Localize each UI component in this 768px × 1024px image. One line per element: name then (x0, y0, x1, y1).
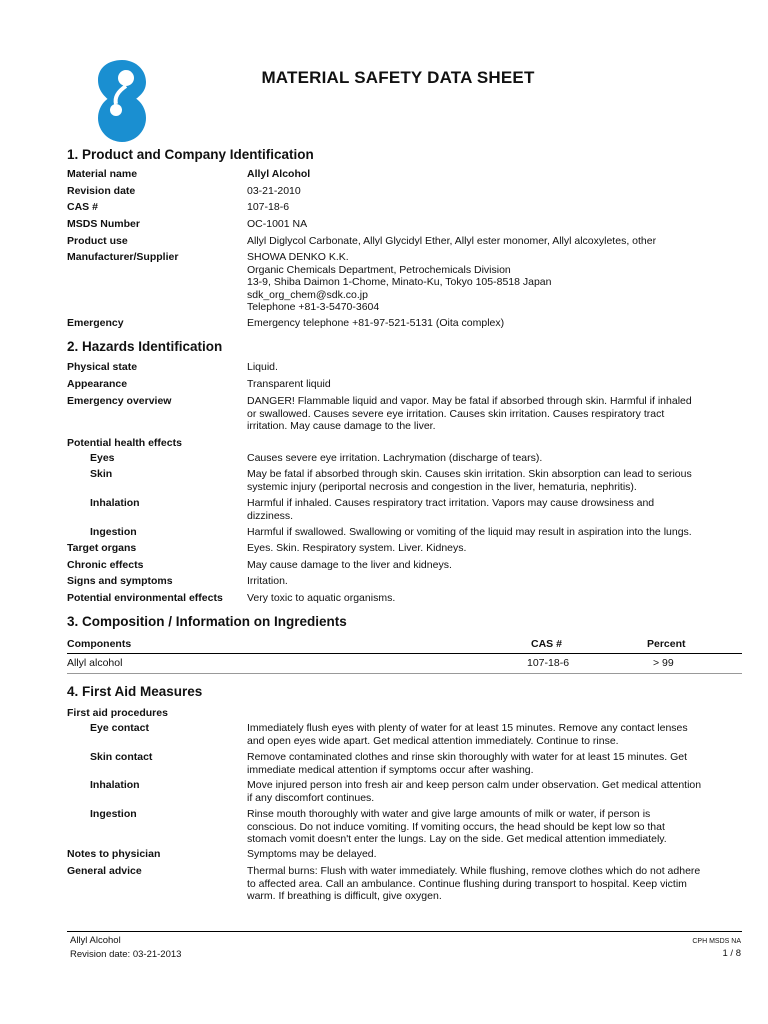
document-title: MATERIAL SAFETY DATA SHEET (261, 68, 535, 87)
field-value: Harmful if swallowed. Swallowing or vomiting of the liquid may result in aspiration into the lungs. (247, 526, 692, 538)
text-line: to affected area. Call an ambulance. Continue flushing during transport to hospital. Keep victim (247, 877, 687, 890)
section-4-title: 4. First Aid Measures (67, 684, 203, 699)
text-line: systemic injury (periportal necrosis and congestion in the liver, hematuria, nephritis). (247, 480, 637, 493)
text-line: stomach vomit doesn't enter the lungs. Lay on the side. Get medical attention immediately. (247, 833, 667, 846)
field-value: Transparent liquid (247, 378, 331, 390)
field-label: Ingestion (90, 808, 137, 820)
section-3-title: 3. Composition / Information on Ingredients (67, 614, 347, 629)
field-value: Allyl Diglycol Carbonate, Allyl Glycidyl Ether, Allyl ester monomer, Allyl alcoxyletes, other (247, 235, 657, 247)
text-line: irritation. May cause damage to the liver. (247, 420, 436, 433)
field-value: OC-1001 NA (247, 218, 308, 230)
field-label: Eyes (90, 452, 115, 464)
field-label: First aid procedures (67, 707, 168, 719)
table-rule (67, 653, 742, 654)
column-header-components: Components (67, 638, 132, 650)
field-value (247, 722, 737, 747)
footer-rule (67, 931, 742, 932)
field-label: Ingestion (90, 526, 137, 538)
field-value: Causes severe eye irritation. Lachrymation (discharge of tears). (247, 452, 543, 464)
field-label: Eye contact (90, 722, 149, 734)
field-value (247, 779, 737, 804)
manufacturer-line: Organic Chemicals Department, Petrochemicals Division (247, 263, 511, 276)
field-label: Emergency overview (67, 395, 172, 407)
text-line: or swallowed. Causes severe eye irritation. Causes skin irritation. Causes respiratory tract (247, 407, 665, 420)
field-value (247, 497, 737, 522)
field-value: 107-18-6 (247, 201, 290, 213)
footer-product: Allyl Alcohol (70, 935, 121, 946)
component-cas: 107-18-6 (527, 657, 570, 669)
manufacturer-line: SHOWA DENKO K.K. (247, 251, 349, 263)
field-label: Notes to physician (67, 848, 161, 860)
text-line: if any discomfort continues. (247, 791, 375, 804)
field-value: Irritation. (247, 575, 288, 587)
field-label: Revision date (67, 185, 136, 197)
field-label: Potential health effects (67, 437, 182, 449)
manufacturer-email: sdk_org_chem@sdk.co.jp (247, 288, 368, 301)
field-value: May cause damage to the liver and kidneys. (247, 559, 452, 571)
text-line: DANGER! Flammable liquid and vapor. May be fatal if absorbed through skin. Harmful if inhaled (247, 395, 692, 407)
column-header-percent: Percent (647, 638, 686, 650)
section-2-title: 2. Hazards Identification (67, 339, 223, 354)
column-header-cas: CAS # (531, 638, 562, 650)
text-line: and open eyes wide apart. Get medical attention immediately. Continue to rinse. (247, 734, 619, 747)
field-label: Skin (90, 468, 113, 480)
field-value (247, 251, 737, 314)
field-label: MSDS Number (67, 218, 140, 230)
field-label: Material name (67, 168, 138, 180)
text-line: dizziness. (247, 509, 294, 522)
manufacturer-line: 13-9, Shiba Daimon 1-Chome, Minato-Ku, Tokyo 105-8518 Japan (247, 276, 552, 289)
text-line: Harmful if inhaled. Causes respiratory tract irritation. Vapors may cause drowsiness and (247, 497, 655, 509)
table-rule (67, 673, 742, 674)
text-line: Immediately flush eyes with plenty of water for at least 15 minutes. Remove any contact lenses (247, 722, 688, 734)
text-line: conscious. Do not induce vomiting. If vomiting occurs, the head should be kept low so that (247, 820, 665, 833)
footer-revision: Revision date: 03-21-2013 (70, 949, 182, 960)
field-value: Emergency telephone +81-97-521-5131 (Oita complex) (247, 317, 505, 329)
manufacturer-line: Telephone +81-3-5470-3604 (247, 301, 380, 314)
field-label: CAS # (67, 201, 98, 213)
field-label: Inhalation (90, 497, 140, 509)
field-label: Appearance (67, 378, 128, 390)
text-line: Move injured person into fresh air and keep person calm under observation. Get medical attention (247, 779, 702, 791)
field-label: General advice (67, 865, 142, 877)
field-value (247, 751, 737, 776)
field-label: Physical state (67, 361, 138, 373)
component-name: Allyl alcohol (67, 657, 123, 669)
component-percent: > 99 (653, 657, 674, 669)
footer-code: CPH MSDS NA (692, 938, 741, 945)
field-label: Chronic effects (67, 559, 144, 571)
text-line: warm. If breathing is difficult, give oxygen. (247, 890, 442, 903)
field-value (247, 468, 737, 493)
field-label: Product use (67, 235, 128, 247)
field-label: Target organs (67, 542, 137, 554)
field-label: Signs and symptoms (67, 575, 173, 587)
page-number: 1 / 8 (722, 948, 741, 959)
field-value: Symptoms may be delayed. (247, 848, 377, 860)
field-label: Potential environmental effects (67, 592, 223, 604)
field-label: Emergency (67, 317, 124, 329)
field-label: Inhalation (90, 779, 140, 791)
section-1-title: 1. Product and Company Identification (67, 147, 314, 162)
text-line: Remove contaminated clothes and rinse skin thoroughly with water for at least 15 minutes. Get (247, 751, 688, 763)
text-line: May be fatal if absorbed through skin. Causes skin irritation. Skin absorption can lead to serious (247, 468, 692, 480)
field-value (247, 395, 737, 433)
field-value (247, 808, 737, 846)
field-value: Liquid. (247, 361, 278, 373)
text-line: Thermal burns: Flush with water immediately. While flushing, remove clothes which do not adhere (247, 865, 701, 877)
text-line: Rinse mouth thoroughly with water and give large amounts of milk or water, if person is (247, 808, 651, 820)
field-label: Skin contact (90, 751, 153, 763)
field-value: Allyl Alcohol (247, 168, 311, 180)
field-value (247, 865, 737, 903)
field-value: Very toxic to aquatic organisms. (247, 592, 396, 604)
field-label: Manufacturer/Supplier (67, 251, 179, 263)
field-value: Eyes. Skin. Respiratory system. Liver. Kidneys. (247, 542, 467, 554)
field-value: 03-21-2010 (247, 185, 301, 197)
text-line: immediate medical attention if symptoms occur after washing. (247, 763, 534, 776)
